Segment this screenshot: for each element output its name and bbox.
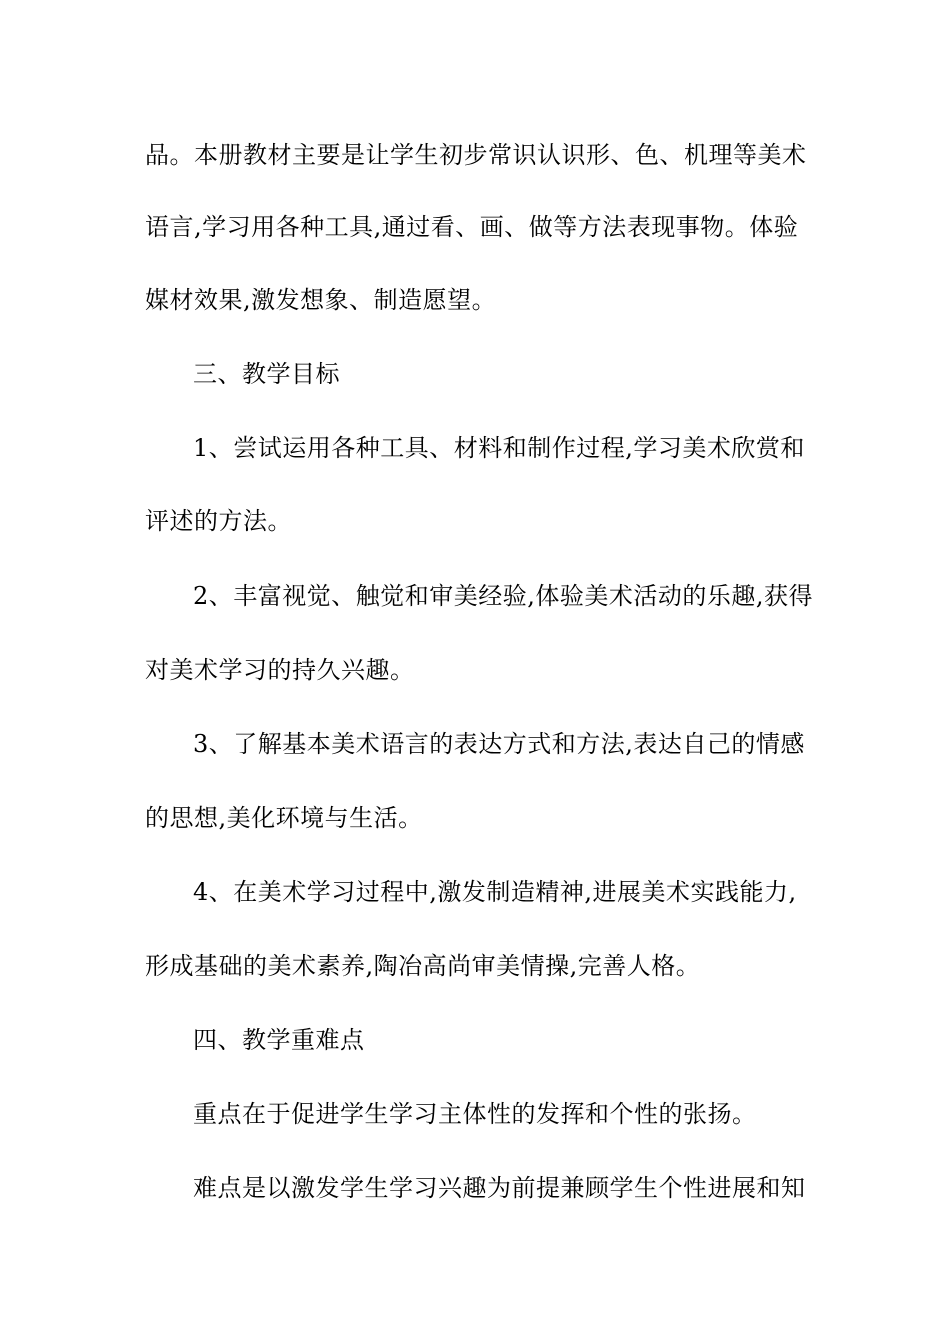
list-item-line: 形成基础的美术素养,陶冶高尚审美情操,完善人格。 <box>145 952 701 980</box>
section-heading: 四、教学重难点 <box>193 1026 365 1054</box>
section-heading: 三、教学目标 <box>193 360 340 388</box>
list-item-line: 对美术学习的持久兴趣。 <box>145 656 415 684</box>
paragraph-line: 品。本册教材主要是让学生初步常识认识形、色、机理等美术 <box>145 141 807 169</box>
list-item-line: 评述的方法。 <box>145 507 292 535</box>
list-item-line: 的思想,美化环境与生活。 <box>145 804 423 832</box>
paragraph-line: 重点在于促进学生学习主体性的发挥和个性的张扬。 <box>193 1100 757 1128</box>
list-item-line: 3、了解基本美术语言的表达方式和方法,表达自己的情感 <box>193 730 805 758</box>
paragraph-line: 媒材效果,激发想象、制造愿望。 <box>145 286 497 314</box>
list-item-line: 2、丰富视觉、触觉和审美经验,体验美术活动的乐趣,获得 <box>193 582 814 610</box>
list-item-line: 4、在美术学习过程中,激发制造精神,进展美术实践能力, <box>193 878 797 906</box>
paragraph-line: 语言,学习用各种工具,通过看、画、做等方法表现事物。体验 <box>145 213 799 241</box>
paragraph-line: 难点是以激发学生学习兴趣为前提兼顾学生个性进展和知 <box>193 1174 806 1202</box>
list-item-line: 1、尝试运用各种工具、材料和制作过程,学习美术欣赏和 <box>193 434 805 462</box>
